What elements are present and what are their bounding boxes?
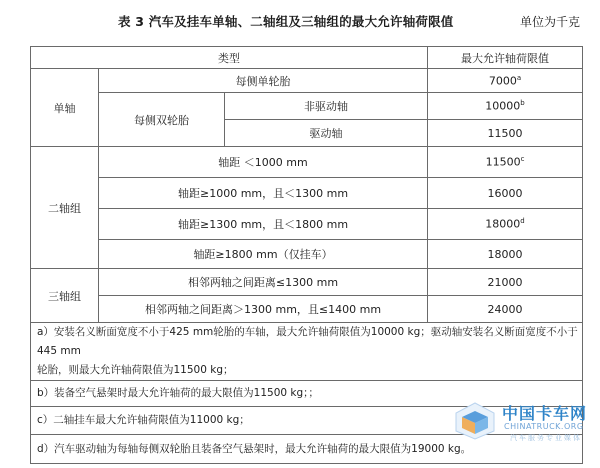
table-row — [31, 269, 583, 296]
unit-label: 单位为千克 — [519, 15, 580, 29]
watermark-sub: 汽车服务专业媒体 — [510, 434, 582, 442]
two-axle-spacing-1: 轴距 ＜1000 mm — [99, 147, 428, 178]
single-wheel-label: 每侧单轮胎 — [99, 69, 428, 93]
table-title — [0, 12, 600, 32]
table-row — [31, 93, 583, 120]
three-axle-value-2: 24000 — [428, 296, 583, 323]
non-drive-axle-value: 10000$^b$ — [428, 93, 583, 120]
footnote-a: a）安装名义断面宽度不小于425 mm轮胎的车轴，最大允许轴荷限值为10000 kg；驱动轴安装名义断面宽度不小于445 mm 轮胎，则最大允许轴荷限值为11500 kg； — [31, 323, 583, 381]
non-drive-axle-label: 非驱动轴 — [225, 93, 428, 120]
table-row — [31, 296, 583, 323]
header-type: 类型 — [31, 47, 428, 69]
footnote-row — [31, 323, 583, 381]
group-three-axle: 三轴组 — [31, 269, 99, 323]
truck-logo-icon — [452, 401, 498, 441]
two-axle-value-3: 18000$^d$ — [428, 209, 583, 240]
three-axle-spacing-2: 相邻两轴之间距离＞1300 mm，且≤1400 mm — [99, 296, 428, 323]
dual-wheel-label: 每侧双轮胎 — [99, 93, 225, 147]
single-wheel-value: 7000$^a$ — [428, 69, 583, 93]
table-row — [31, 147, 583, 178]
table-row — [31, 209, 583, 240]
footnote-b: b）装备空气悬架时最大允许轴荷的最大限值为11500 kg；； — [31, 381, 583, 407]
table-caption: 表 3 汽车及挂车单轴、二轴组及三轴组的最大允许轴荷限值 — [118, 14, 454, 29]
three-axle-spacing-1: 相邻两轴之间距离≤1300 mm — [99, 269, 428, 296]
header-max-load: 最大允许轴荷限值 — [428, 47, 583, 69]
watermark-cn: 中国卡车网 — [502, 404, 588, 423]
footnote-c: c）二轴挂车最大允许轴荷限值为11000 kg； — [31, 407, 583, 435]
group-two-axle: 二轴组 — [31, 147, 99, 269]
two-axle-value-4: 18000 — [428, 240, 583, 269]
two-axle-spacing-2: 轴距≥1000 mm，且＜1300 mm — [99, 178, 428, 209]
table-row — [31, 69, 583, 93]
watermark — [452, 397, 592, 447]
drive-axle-label: 驱动轴 — [225, 120, 428, 147]
group-single-axle: 单轴 — [31, 69, 99, 147]
two-axle-spacing-4: 轴距≥1800 mm（仅挂车） — [99, 240, 428, 269]
two-axle-spacing-3: 轴距≥1300 mm，且＜1800 mm — [99, 209, 428, 240]
header-row — [31, 47, 583, 69]
two-axle-value-1: 11500$^c$ — [428, 147, 583, 178]
two-axle-value-2: 16000 — [428, 178, 583, 209]
table-row — [31, 240, 583, 269]
footnote-d: d）汽车驱动轴为每轴每侧双轮胎且装备空气悬架时，最大允许轴荷的最大限值为19000 kg。 — [31, 435, 583, 464]
drive-axle-value: 11500 — [428, 120, 583, 147]
table-row — [31, 178, 583, 209]
watermark-en: CHINATRUCK.ORG — [504, 422, 584, 431]
three-axle-value-1: 21000 — [428, 269, 583, 296]
